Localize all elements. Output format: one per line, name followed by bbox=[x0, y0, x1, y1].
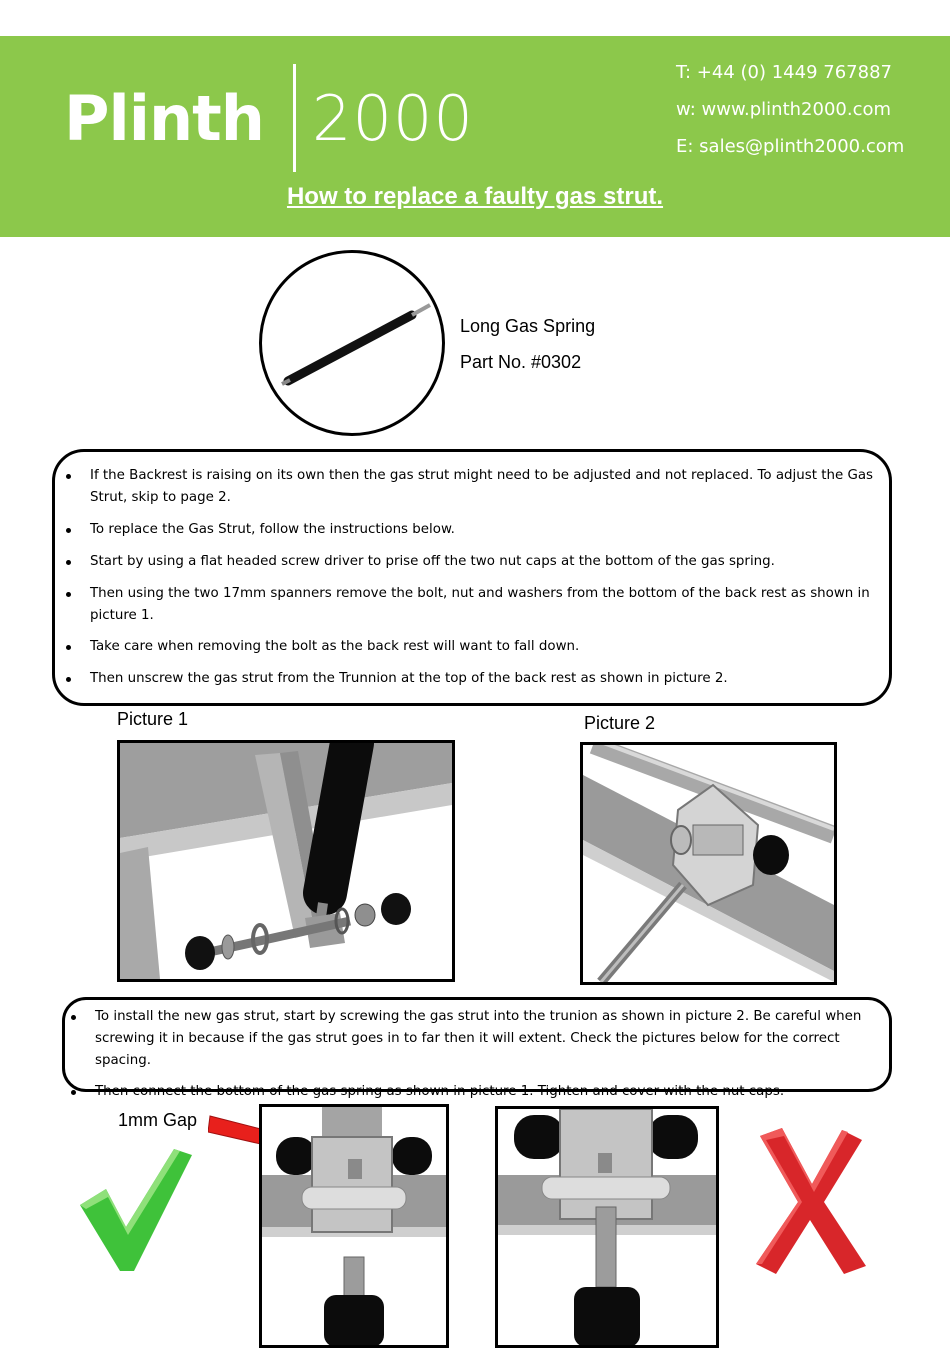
incorrect-spacing-image bbox=[495, 1106, 719, 1348]
checkmark-icon bbox=[78, 1145, 198, 1275]
trunnion-illustration bbox=[583, 745, 834, 982]
contact-email: E: sales@plinth2000.com bbox=[676, 136, 905, 157]
picture2-caption: Picture 2 bbox=[584, 713, 656, 733]
logo-divider bbox=[293, 64, 296, 172]
list-item: If the Backrest is raising on its own then the gas strut might need to be adjusted and not replaced. To adjust the Gas Strut, skip to page 2. bbox=[90, 465, 882, 509]
list-item: Take care when removing the bolt as the back rest will want to fall down. bbox=[90, 636, 882, 658]
list-item: To install the new gas strut, start by screwing the gas strut into the trunion as shown in picture 2. Be careful when screwing it in because if the gas strut goes in to far then it will extent. Check the pictures below for the correct spacing. bbox=[95, 1006, 881, 1072]
list-item: To replace the Gas Strut, follow the instructions below. bbox=[90, 519, 882, 541]
picture2-image bbox=[580, 742, 837, 985]
install-instructions-box bbox=[62, 997, 892, 1099]
logo-brand: Plinth bbox=[64, 82, 264, 155]
gas-spring-icon bbox=[262, 253, 442, 433]
correct-spacing-illustration bbox=[262, 1107, 446, 1345]
removal-instructions-box bbox=[52, 449, 892, 706]
bolt-removal-illustration bbox=[120, 743, 452, 979]
removal-instructions-list bbox=[90, 465, 882, 690]
cross-icon bbox=[752, 1126, 870, 1276]
picture1-image bbox=[117, 740, 455, 982]
part-name: Long Gas Spring bbox=[460, 316, 596, 336]
logo-number: 2000 bbox=[312, 82, 474, 155]
gap-label: 1mm Gap bbox=[118, 1110, 198, 1130]
list-item: Then connect the bottom of the gas spring as shown in picture 1. Tighten and cover with the nut caps. bbox=[95, 1081, 881, 1103]
list-item: Then using the two 17mm spanners remove the bolt, nut and washers from the bottom of the back rest as shown in picture 1. bbox=[90, 583, 882, 627]
part-number: Part No. #0302 bbox=[460, 352, 582, 372]
correct-spacing-image bbox=[259, 1104, 449, 1348]
contact-web: w: www.plinth2000.com bbox=[676, 99, 892, 120]
gas-spring-image bbox=[259, 250, 445, 436]
contact-phone: T: +44 (0) 1449 767887 bbox=[676, 62, 892, 83]
list-item: Then unscrew the gas strut from the Trunnion at the top of the back rest as shown in picture 2. bbox=[90, 668, 882, 690]
install-instructions-list bbox=[95, 1006, 881, 1103]
picture1-caption: Picture 1 bbox=[117, 709, 189, 729]
incorrect-spacing-illustration bbox=[498, 1109, 716, 1345]
plinth2000-logo bbox=[64, 64, 504, 176]
page-title: How to replace a faulty gas strut. bbox=[286, 183, 664, 210]
list-item: Start by using a flat headed screw driver to prise off the two nut caps at the bottom of the gas spring. bbox=[90, 551, 882, 573]
